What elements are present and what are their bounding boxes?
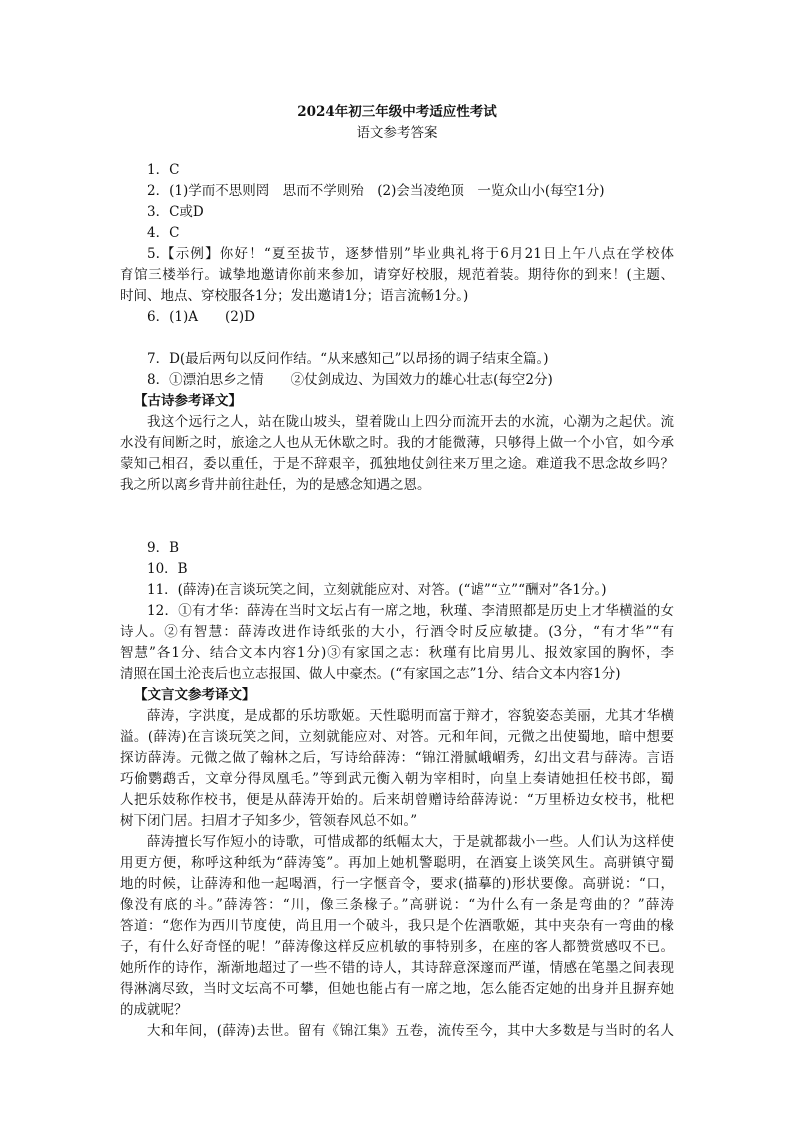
prose-translation-line: 像没有底的斗。”薛涛答：“川，像三条椽子。”高骈说：“为什么有一条是弯曲的？”薛涛 bbox=[120, 897, 674, 913]
prose-translation-line: 巧偷鹦鹉舌，文章分得凤凰毛。”等到武元衡入朝为宰相时，向皇上奏请她担任校书郎，蜀 bbox=[120, 771, 674, 787]
answer-12-line: 智慧”各1分、结合文本内容1分)③有家国之志：秋瑾有比肩男儿、报效家国的胸怀，李 bbox=[120, 645, 674, 661]
answer-11: 11．(薛涛)在言谈玩笑之间，立刻就能应对、对答。(“谑”“立”“酬对”各1分。) bbox=[147, 582, 607, 598]
prose-translation-line: 树下闭门居。扫眉才子知多少，管领春风总不如。” bbox=[120, 813, 418, 829]
poem-translation-line: 蒙知己相召，委以重任，于是不辞艰辛，孤独地仗剑往来万里之途。难道我不思念故乡吗？ bbox=[120, 456, 674, 472]
prose-translation-line: 溢。(薛涛)在言谈玩笑之间，立刻就能应对、对答。元和年间，元微之出使蜀地，暗中想要 bbox=[120, 729, 674, 745]
prose-translation-line: 子，有什么好奇怪的呢！”薛涛像这样反应机敏的事特别多，在座的客人都赞赏感叹不已。 bbox=[120, 939, 674, 955]
prose-translation-line: 大和年间，(薛涛)去世。留有《锦江集》五卷，流传至今，其中大多数是与当时的名人 bbox=[147, 1023, 674, 1039]
spacer bbox=[120, 496, 674, 517]
spacer bbox=[120, 328, 674, 349]
answer-5-line-1: 5.【示例】你好！“夏至拔节，逐梦惜别”毕业典礼将于6月21日上午八点在学校体 bbox=[147, 246, 674, 262]
prose-translation-line: 地的时候，让薛涛和他一起喝酒，行一字惬音令，要求(描摹的)形状要像。高骈说：“口， bbox=[120, 876, 674, 892]
poem-translation-heading: 【古诗参考译文】 bbox=[134, 393, 242, 409]
prose-translation-line: 探访薛涛。元微之做了翰林之后，写诗给薛涛：“锦江滑腻峨嵋秀，幻出文君与薛涛。言语 bbox=[120, 750, 674, 766]
answer-8: 8．①漂泊思乡之情 ②仗剑成边、为国效力的雄心壮志(每空2分) bbox=[147, 372, 553, 388]
answer-3: 3．C或D bbox=[147, 204, 204, 220]
prose-translation-line: 她所作的诗作，渐渐地超过了一些不错的诗人，其诗辞意深邃而严谨，情感在笔墨之间表现 bbox=[120, 960, 674, 976]
prose-translation-line: 的成就呢？ bbox=[120, 1002, 188, 1018]
prose-translation-line: 答道：“您作为西川节度使，尚且用一个破斗，我只是个佐酒歌姬，其中夹杂有一弯曲的椽 bbox=[120, 918, 674, 934]
poem-translation-line: 我之所以离乡背井前往赴任，为的是感念知遇之恩。 bbox=[120, 477, 431, 493]
answer-12-line: 12．①有才华：薛涛在当时文坛占有一席之地，秋瑾、李清照都是历史上才华横溢的女 bbox=[147, 603, 674, 619]
answer-12-line: 诗人。②有智慧：薛涛改进作诗纸张的大小，行酒令时反应敏捷。(3分，“有才华”“有 bbox=[120, 624, 674, 640]
answer-12-line: 清照在国土沦丧后也立志报国、做人中豪杰。(“有家国之志”1分、结合文本内容1分) bbox=[120, 666, 621, 682]
prose-translation-heading: 【文言文参考译文】 bbox=[134, 687, 256, 703]
answer-9: 9．B bbox=[147, 540, 180, 556]
answer-10: 10．B bbox=[147, 561, 188, 577]
exam-subtitle: 语文参考答案 bbox=[356, 125, 438, 141]
exam-title: 2024年初三年级中考适应性考试 bbox=[297, 104, 497, 120]
answer-5-line-3: 时间、地点、穿校服各1分；发出邀请1分；语言流畅1分。) bbox=[120, 288, 469, 304]
answer-1: 1．C bbox=[147, 162, 180, 178]
answer-4: 4．C bbox=[147, 225, 180, 241]
prose-translation-line: 人把乐妓称作校书，便是从薛涛开始的。后来胡曾赠诗给薛涛说：“万里桥边女校书，枇杷 bbox=[120, 792, 674, 808]
prose-translation-line: 得淋漓尽致，当时文坛高不可攀，但她也能占有一席之地，怎么能否定她的出身并且摒弃她 bbox=[120, 981, 674, 997]
answer-7: 7．D(最后两句以反问作结。“从来感知己”以昂扬的调子结束全篇。) bbox=[147, 351, 549, 367]
answer-content bbox=[120, 160, 674, 1042]
answer-5-line-2: 育馆三楼举行。诚挚地邀请你前来参加，请穿好校服，规范着装。期待你的到来！(主题、 bbox=[120, 267, 674, 283]
prose-translation-line: 薛涛，字洪度，是成都的乐坊歌姬。天性聪明而富于辩才，容貌姿态美丽，尤其才华横 bbox=[147, 708, 674, 724]
answer-6: 6．(1)A (2)D bbox=[147, 309, 255, 325]
prose-translation-line: 薛涛擅长写作短小的诗歌，可惜成都的纸幅太大，于是就都裁小一些。人们认为这样使 bbox=[147, 834, 674, 850]
spacer bbox=[120, 517, 674, 538]
poem-translation-line: 我这个远行之人，站在陇山坡头，望着陇山上四分而流开去的水流，心潮为之起伏。流 bbox=[147, 414, 674, 430]
answer-2: 2．(1)学而不思则罔 思而不学则殆 (2)会当凌绝顶 一览众山小(每空1分) bbox=[147, 183, 605, 199]
poem-translation-line: 水没有间断之时，旅途之人也从无休歇之时。我的才能微薄，只够得上做一个小官，如今承 bbox=[120, 435, 674, 451]
prose-translation-line: 用更方便，称呼这种纸为“薛涛笺”。再加上她机警聪明，在酒宴上谈笑风生。高骈镇守蜀 bbox=[120, 855, 674, 871]
